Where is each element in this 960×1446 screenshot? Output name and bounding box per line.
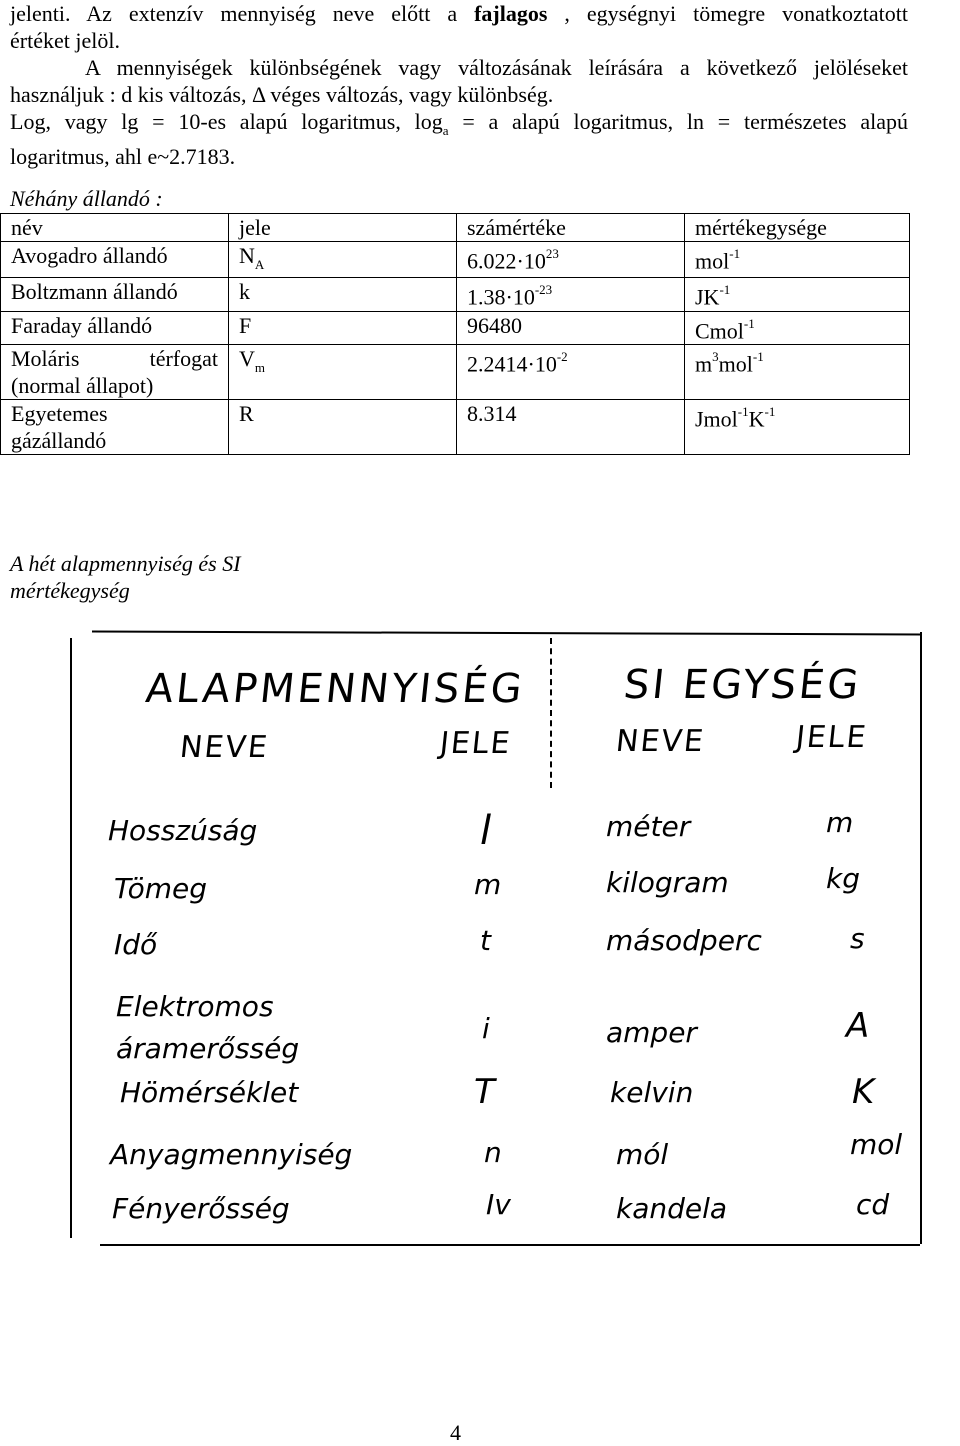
header-cell: mértékegysége [685,214,910,242]
constant-unit: $Jmol^{-1}K^{-1}$ [685,400,910,455]
table-row [1,311,910,344]
constant-name: Boltzmann állandó [1,278,229,311]
constant-name: Avogadro állandó [1,242,229,278]
intro-line-3: A mennyiségek különbségének vagy változásának leírására a következő jelöléseket [85,55,908,80]
constant-name: Faraday állandó [1,311,229,344]
intro-line-1: jelenti. Az extenzív mennyiség neve előtt a fajlagos , egységnyi tömegre vonatkoztatott [10,1,908,26]
handwritten-table [60,632,922,1252]
constant-unit: Cmol$^{-1}$ [685,311,910,344]
header-cell: név [1,214,229,242]
handwritten-unit-symbol: A [846,1006,870,1046]
table-row [1,345,910,400]
constants-heading: Néhány állandó : [10,186,163,211]
constant-unit: $JK^{-1}$ [685,278,910,311]
handwritten-unit-symbol: s [850,922,865,955]
constant-symbol: F [229,311,457,344]
handwritten-quantity-name: Hömérséklet [120,1076,299,1109]
constant-unit: $m^3mol^{-1}$ [685,345,910,400]
handwritten-unit-name: mól [616,1138,669,1171]
constant-symbol: R [229,400,457,455]
handwritten-unit-symbol: kg [826,862,860,895]
intro-paragraph [10,0,908,170]
frame-border [100,1244,920,1246]
handwritten-quantity-symbol: i [482,1012,490,1045]
handwritten-quantity-symbol: T [474,1072,495,1112]
section-title: A hét alapmennyiség és SI mértékegység [10,551,241,603]
handwritten-quantity-symbol: l [480,808,492,854]
page-number: 4 [450,1420,461,1445]
handwritten-unit-symbol: mol [850,1128,903,1161]
table-row [1,400,910,455]
handwritten-unit-symbol: cd [856,1188,890,1221]
frame-border [92,631,922,636]
handwritten-unit-name: kandela [616,1192,728,1225]
constant-name: Moláris térfogat (normal állapot) [1,345,229,400]
handwritten-quantity-name: Tömeg [114,872,208,905]
constants-table [0,213,910,455]
intro-line-4: használjuk : d kis változás, Δ véges változás, vagy különbség. [10,82,554,107]
bold-term: fajlagos [474,1,548,26]
constant-symbol: $V_m$ [229,345,457,400]
handwritten-quantity-name: Hosszúság [108,814,258,847]
table-row [1,242,910,278]
handwritten-quantity-symbol: m [474,868,502,901]
handwritten-quantity-symbol: Iv [486,1188,511,1221]
header-cell: számértéke [457,214,685,242]
handwritten-subheading: JELE [794,720,870,755]
handwritten-quantity-symbol: t [480,924,491,957]
constant-symbol: $N_A$ [229,242,457,278]
constant-value: $1.38\cdot 10^{-23}$ [457,278,685,311]
intro-line-6: logaritmus, ahl e~2.7183. [10,144,236,170]
intro-line-5: Log, vagy lg = 10-es alapú logaritmus, $\log_a = a$ alapú logaritmus, ln = természetes alapú [10,109,909,139]
handwritten-quantity-name: áramerősség [116,1032,300,1065]
constant-unit: mol$^{-1}$ [685,242,910,278]
constant-value: $6.022\cdot 10^{23}$ [457,242,685,278]
frame-border [70,638,72,1238]
handwritten-unit-name: amper [606,1016,697,1049]
handwritten-unit-name: méter [606,810,691,843]
handwritten-unit-name: kelvin [610,1076,694,1109]
header-cell: jele [229,214,457,242]
handwritten-unit-name: kilogram [606,866,729,899]
handwritten-quantity-symbol: n [484,1136,502,1169]
handwritten-quantity-name: Fényerősség [112,1192,290,1225]
handwritten-subheading: JELE [438,726,514,761]
constant-value: 8.314 [457,400,685,455]
constant-symbol: k [229,278,457,311]
handwritten-quantity-name: Anyagmennyiség [110,1138,353,1171]
handwritten-quantity-name: Idő [114,928,158,961]
handwritten-quantity-name: Elektromos [116,990,274,1023]
constant-name: Egyetemes gázállandó [1,400,229,455]
handwritten-subheading: NEVE [178,730,271,765]
table-row [1,278,910,311]
constant-value: $2.2414\cdot 10^{-2}$ [457,345,685,400]
handwritten-unit-symbol: K [852,1072,875,1112]
column-divider [550,638,552,788]
frame-border [920,632,922,1244]
handwritten-subheading: NEVE [614,724,707,759]
constant-value: 96480 [457,311,685,344]
table-header-row [1,214,910,242]
handwritten-unit-symbol: m [826,806,854,839]
handwritten-unit-name: másodperc [606,924,762,957]
handwritten-heading-right: SI EGYSÉG [621,662,864,708]
handwritten-heading-left: ALAPMENNYISÉG [143,666,527,712]
intro-line-2: értéket jelöl. [10,28,120,53]
